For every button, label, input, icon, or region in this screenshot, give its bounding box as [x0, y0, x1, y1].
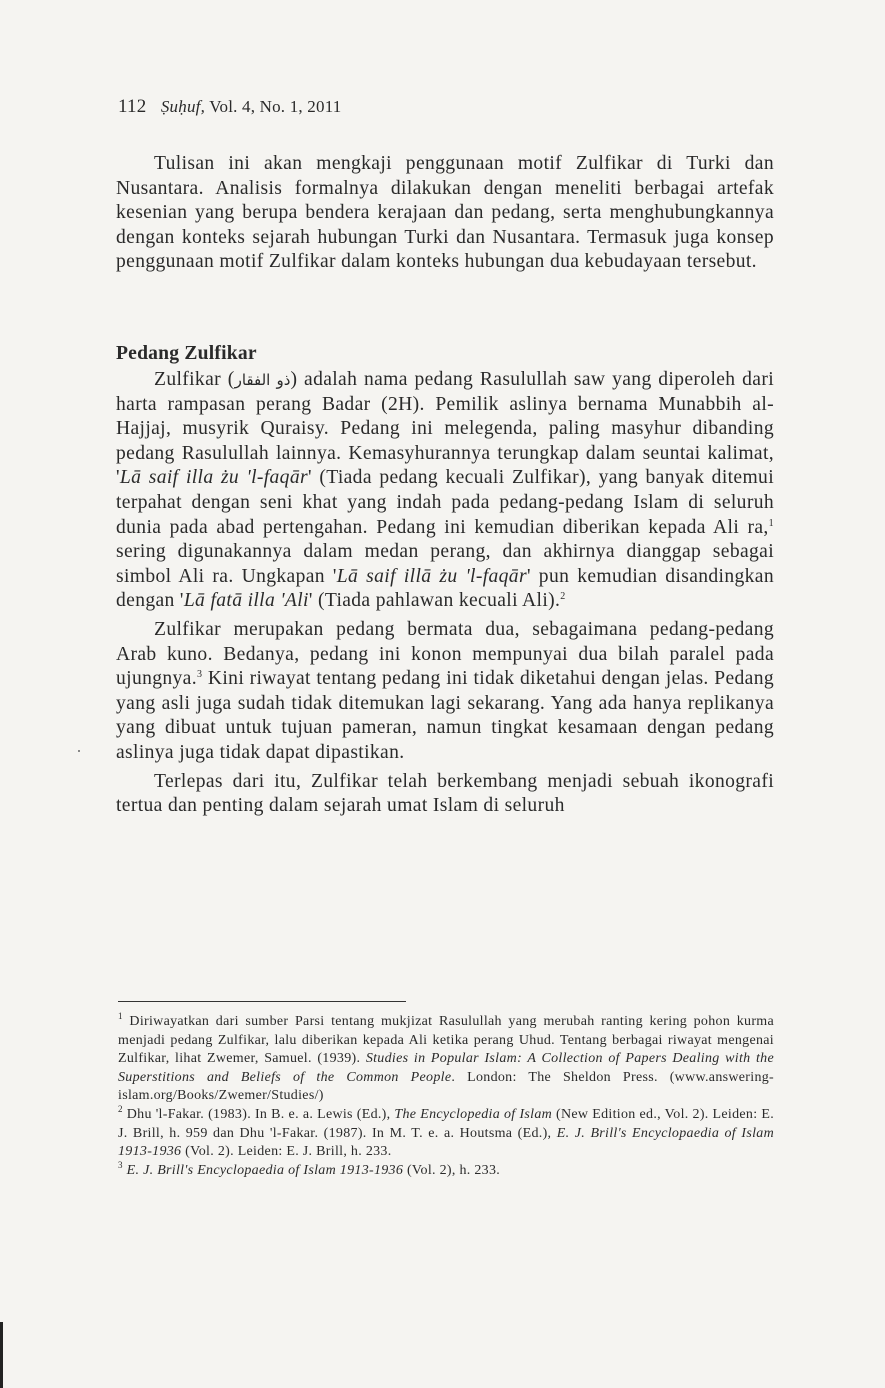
p2-text-a: Zulfikar merupakan pedang bermata dua, sebagaimana pedang-pedang Arab kuno. Bedanya, pedang ini konon mempunyai dua bilah paralel pada ujungnya. — [116, 618, 774, 690]
p1-text-e: ' pun kemudian disandingkan dengan ' — [116, 565, 774, 612]
journal-name: Ṣuḥuf, — [160, 97, 206, 116]
paragraph-1 — [116, 368, 774, 614]
arabic-term: ذو الفقار — [234, 371, 291, 389]
p1-text-f: ' (Tiada pahlawan kecuali Ali). — [308, 590, 561, 612]
footnote-ref-3: 3 — [196, 669, 203, 681]
p1-text-c: ' (Tiada pedang kecuali Zulfikar), yang banyak ditemui terpahat dengan seni khat yang indah pada pedang-pedang Islam di seluruh dunia pada abad pertengahan. Pedang ini kemudian diberikan kepada Ali ra, — [116, 467, 774, 538]
footnote-ref-1: 1 — [768, 517, 774, 529]
paragraph-2 — [116, 618, 774, 766]
p1-text-b: ) adalah nama pedang Rasulullah saw yang diperoleh dari harta rampasan perang Badar (2H). Pemilik aslinya bernama Munabbih al-Hajjaj, musyrik Quraisy. Pedang ini melegenda, paling masyhur dibanding pedang Rasulullah lainnya. Kemasyhurannya terungkap dalam seuntai kalimat, ' — [116, 369, 774, 489]
footnote-2-title-1: The Encyclopedia of Islam — [394, 1106, 553, 1122]
running-header — [118, 96, 341, 118]
section-heading: Pedang Zulfikar — [116, 343, 257, 364]
footnote-2-text-c: (Vol. 2). Leiden: E. J. Brill, h. 233. — [181, 1144, 392, 1160]
p2-text-b: Kini riwayat tentang pedang ini tidak diketahui dengan jelas. Pedang yang asli juga sudah tidak ditemukan lagi sekarang. Yang ada hanya replikanya yang dibuat untuk tujuan pameran, namun tingkat kesamaan dengan pedang aslinya juga tidak dapat dipastikan. — [116, 668, 774, 763]
p1-italic-2: Lā saif illā żu 'l-faqār — [336, 565, 527, 587]
intro-paragraph-block — [116, 152, 774, 275]
scan-edge-mark — [0, 1322, 3, 1388]
footnote-1-number: 1 — [118, 1011, 123, 1021]
footnote-2-text-a: Dhu 'l-Fakar. (1983). In B. e. a. Lewis (Ed.), — [122, 1106, 395, 1122]
footnote-1 — [118, 1013, 774, 1106]
footnote-3-number: 3 — [118, 1159, 123, 1170]
footnote-1-title: Studies in Popular Islam: A Collection of Papers Dealing with the Superstitions and Beliefs of the Common People — [118, 1051, 774, 1085]
footnote-1-text-a: Diriwayatkan dari sumber Parsi tentang mukjizat Rasulullah yang merubah ranting kering pohon kurma menjadi pedang Zulfikar, lalu diberikan kepada Ali ketika perang Uhud. Tentang berbagai riwayat mengenai Zulfikar, lihat Zwemer, Samuel. (1939). — [118, 1014, 774, 1067]
intro-paragraph: Tulisan ini akan mengkaji penggunaan motif Zulfikar di Turki dan Nusantara. Analisis formalnya dilakukan dengan meneliti berbagai artefak kesenian yang berupa bendera kerajaan dan pedang, serta menghubungkannya dengan konteks sejarah hubungan Turki dan Nusantara. Termasuk juga konsep penggunaan motif Zulfikar dalam konteks hubungan dua kebudayaan tersebut. — [116, 153, 774, 273]
footnote-3-text-a: (Vol. 2), h. 233. — [403, 1162, 501, 1178]
footnote-3 — [118, 1159, 774, 1181]
footnote-2-title-2: E. J. Brill's Encyclopaedia of Islam 1913-1936 — [118, 1125, 774, 1160]
page-number: 112 — [118, 96, 147, 117]
footnotes — [118, 1013, 774, 1180]
p1-text-d: sering digunakannya dalam medan perang, dan akhirnya dianggap sebagai simbol Ali ra. Ungkapan ' — [116, 541, 774, 587]
journal-volume: Vol. 4, No. 1, 2011 — [209, 97, 342, 116]
footnote-2-number: 2 — [118, 1103, 123, 1114]
footnote-divider — [118, 1001, 406, 1002]
p1-italic-3: Lā fatā illa 'Ali — [183, 590, 309, 612]
p1-italic-1: Lā saif illa żu 'l-faqār — [119, 467, 308, 489]
footnote-2-text-b: (New Edition ed., Vol. 2). Leiden: E. J. Brill, h. 959 dan Dhu 'l-Fakar. (1987). In M. T. e. a. Houtsma (Ed.), — [118, 1106, 774, 1141]
paragraph-3: Terlepas dari itu, Zulfikar telah berkembang menjadi sebuah ikonografi tertua dan penting dalam sejarah umat Islam di seluruh — [116, 770, 774, 817]
scan-speck — [78, 750, 80, 752]
footnote-ref-2: 2 — [560, 591, 566, 603]
footnote-1-text-b: . London: The Sheldon Press. (www.answering-islam.org/Books/Zwemer/Studies/) — [118, 1069, 775, 1104]
footnote-2 — [118, 1103, 774, 1162]
section-body — [116, 368, 774, 819]
p1-text-a: Zulfikar ( — [154, 369, 235, 390]
footnote-3-title: E. J. Brill's Encyclopaedia of Islam 1913-1936 — [126, 1162, 404, 1178]
